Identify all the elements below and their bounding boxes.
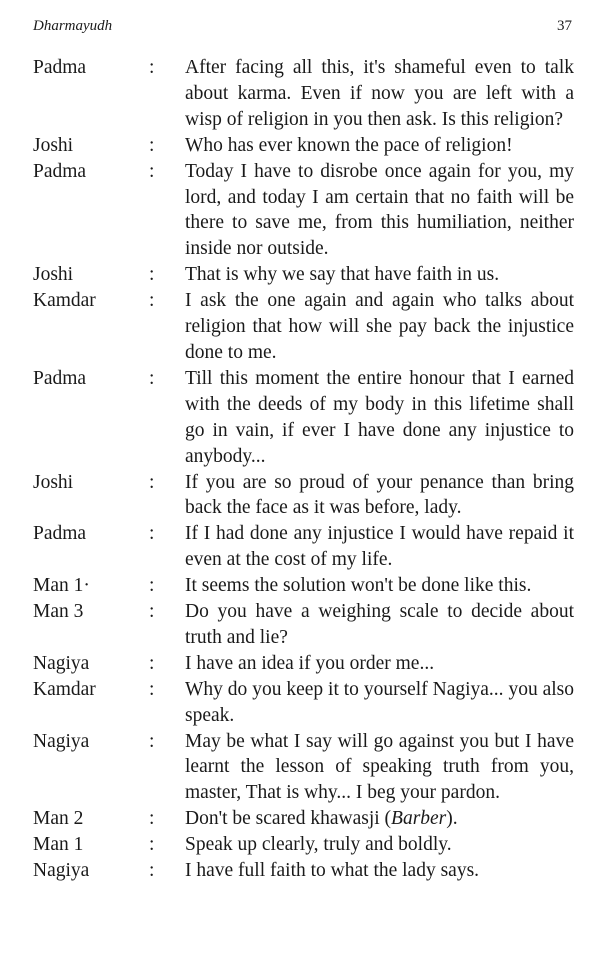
dialogue-line: If you are so proud of your penance than bring back the face as it was before, lady. — [185, 471, 574, 519]
colon-separator: : — [149, 730, 155, 752]
gloss-italic: Barber — [391, 808, 447, 830]
dialogue-entry — [33, 729, 574, 807]
dialogue-entry — [33, 288, 574, 366]
dialogue-entry — [33, 262, 574, 288]
dialogue-entry — [33, 470, 574, 522]
speaker-name: Padma — [33, 160, 87, 182]
dialogue-line: Who has ever known the pace of religion! — [185, 134, 513, 156]
speaker-name: Nagiya — [33, 652, 90, 674]
colon-separator: : — [149, 652, 155, 674]
dialogue-entry — [33, 651, 574, 677]
dialogue-entry — [33, 55, 574, 133]
dialogue-line — [185, 806, 574, 832]
colon-separator: : — [149, 834, 155, 856]
speaker-name: Joshi — [33, 134, 74, 156]
colon-separator: : — [149, 160, 155, 182]
dialogue-line: I have an idea if you order me... — [185, 652, 435, 674]
dialogue-line: Speak up clearly, truly and boldly. — [185, 834, 452, 856]
speaker-name: Kamdar — [33, 678, 96, 700]
colon-separator: : — [149, 523, 155, 545]
dialogue-entry — [33, 573, 574, 599]
dialogue-entry — [33, 133, 574, 159]
dialogue-entry — [33, 159, 574, 263]
colon-separator: : — [149, 290, 155, 312]
colon-separator: : — [149, 808, 155, 830]
dialogue-line: May be what I say will go against you but I have learnt the lesson of speaking truth from you, master, That is why... I beg your pardon. — [185, 730, 574, 804]
dialogue-text: Don't be scared khawasji ( — [185, 808, 392, 830]
speaker-name: Man 2 — [33, 808, 84, 830]
colon-separator: : — [149, 367, 155, 389]
dialogue-entry — [33, 677, 574, 729]
dialogue-line: Today I have to disrobe once again for you, my lord, and today I am certain that no faith will be there to save me, from this humiliation, neither inside nor outside. — [185, 160, 574, 260]
speaker-name: Padma — [33, 367, 87, 389]
dialogue-entry — [33, 806, 574, 832]
speaker-name: Man 3 — [33, 601, 84, 623]
speaker-name: Padma — [33, 523, 87, 545]
dialogue-entry — [33, 599, 574, 651]
speaker-name: Padma — [33, 57, 87, 78]
dialogue-entry — [33, 858, 574, 884]
colon-separator: : — [149, 678, 155, 700]
book-title: Dharmayudh — [33, 18, 113, 34]
dialogue-line: I ask the one again and again who talks about religion that how will she pay back the injustice done to me. — [185, 290, 574, 363]
speaker-name: Nagiya — [33, 860, 90, 882]
colon-separator: : — [149, 264, 155, 286]
dialogue-line: Till this moment the entire honour that I earned with the deeds of my body in this lifetime shall go in vain, if ever I have done any injustice to anybody... — [185, 367, 574, 467]
dialogue-line: That is why we say that have faith in us. — [185, 264, 500, 286]
colon-separator: : — [149, 860, 155, 882]
dialogue-line: It seems the solution won't be done like this. — [185, 575, 532, 597]
speaker-name: Man 1 — [33, 834, 84, 856]
speaker-name: Man 1· — [33, 575, 90, 597]
colon-separator: : — [149, 601, 155, 623]
colon-separator: : — [149, 575, 155, 597]
speaker-name: Nagiya — [33, 730, 90, 752]
dialogue-entry — [33, 521, 574, 573]
dialogue-text-end: ). — [446, 808, 458, 830]
colon-separator: : — [149, 471, 155, 493]
dialogue-line: After facing all this, it's shameful even to talk about karma. Even if now you are left with a wisp of religion in you then ask. Is this religion? — [185, 57, 574, 130]
colon-separator: : — [149, 134, 155, 156]
speaker-name: Kamdar — [33, 290, 96, 312]
dialogue-line: Why do you keep it to yourself Nagiya... you also speak. — [185, 678, 574, 726]
page-number: 37 — [557, 18, 572, 34]
dialogue-line: Do you have a weighing scale to decide about truth and lie? — [185, 601, 574, 648]
dialogue-line: I have full faith to what the lady says. — [185, 860, 480, 882]
colon-separator: : — [149, 57, 155, 78]
dialogue-line: If I had done any injustice I would have repaid it even at the cost of my life. — [185, 523, 574, 571]
running-header — [33, 14, 572, 40]
dialogue-entry — [33, 366, 574, 470]
dialogue-list — [33, 55, 574, 884]
speaker-name: Joshi — [33, 471, 74, 493]
dialogue-entry — [33, 832, 574, 858]
speaker-name: Joshi — [33, 264, 74, 286]
